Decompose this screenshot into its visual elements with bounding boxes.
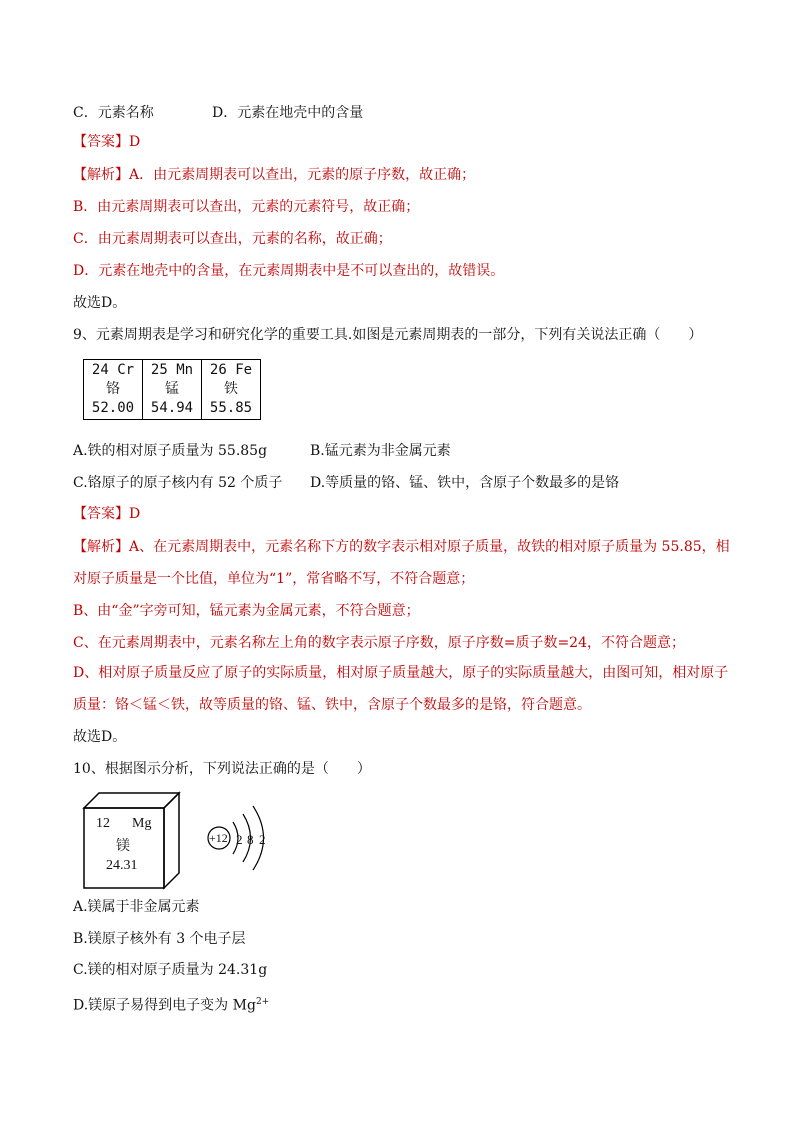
analysis-text: A．由元素周期表可以查出，元素的原子序数，故正确； xyxy=(129,167,476,183)
cell-name: 铁 xyxy=(224,381,238,397)
nucleus-charge: +12 xyxy=(209,831,228,845)
shell-2-electrons: 8 xyxy=(247,832,254,847)
q10-option-c: C.镁的相对原子质量为 24.31g xyxy=(73,962,268,978)
q8-analysis-d: D．元素在地壳中的含量，在元素周期表中是不可以查出的，故错误。 xyxy=(73,263,505,279)
q9-option-c: C.铬原子的原子核内有 52 个质子 xyxy=(73,475,283,491)
cell-number-symbol: 26 Fe xyxy=(209,362,253,378)
element-cell-mn xyxy=(143,360,202,419)
q8-answer xyxy=(73,133,140,151)
q9-analysis-a1 xyxy=(73,538,730,556)
q8-analysis-b: B．由元素周期表可以查出，元素的元素符号，故正确； xyxy=(73,199,420,215)
element-number: 12 xyxy=(96,816,110,831)
q8-analysis-a xyxy=(73,166,475,184)
atom-structure-diagram xyxy=(206,800,281,884)
q10-option-b: B.镁原子核外有 3 个电子层 xyxy=(73,931,246,947)
periodic-table-strip xyxy=(83,359,261,420)
analysis-tag: 【解析】 xyxy=(73,167,129,183)
cell-number-symbol: 24 Cr xyxy=(91,362,135,378)
q9-analysis-b: B、由“金”字旁可知，锰元素为金属元素，不符合题意； xyxy=(73,603,420,619)
q9-analysis-d1: D、相对原子质量反应了原子的实际质量，相对原子质量越大，原子的实际质量越大，由图可知，相对原子 xyxy=(73,665,729,681)
option-d-charge: 2+ xyxy=(255,997,270,1007)
option-d-text: D.镁原子易得到电子变为 Mg xyxy=(73,997,256,1014)
q8-analysis-c: C．由元素周期表可以查出，元素的名称，故正确； xyxy=(73,231,392,247)
q9-analysis-d2: 质量：铬＜锰＜铁，故等质量的铬、锰、铁中，含原子个数最多的是铬，符合题意。 xyxy=(73,697,591,713)
shell-1-electrons: 2 xyxy=(236,832,243,847)
q8-conclusion: 故选D。 xyxy=(73,295,127,311)
q9-analysis-a2: 对原子质量是一个比值，单位为“1”，常省略不写，不符合题意； xyxy=(73,571,475,587)
q9-option-a: A.铁的相对原子质量为 55.85g xyxy=(73,443,268,459)
q8-option-d: D．元素在地壳中的含量 xyxy=(212,105,364,121)
cell-mass: 54.94 xyxy=(150,400,194,416)
answer-value: D xyxy=(129,506,141,522)
q9-answer xyxy=(73,505,140,523)
q9-stem: 9、元素周期表是学习和研究化学的重要工具.如图是元素周期表的一部分，下列有关说法正确（ ） xyxy=(73,327,703,343)
q10-option-a: A.镁属于非金属元素 xyxy=(73,899,200,915)
magnesium-element-cube xyxy=(82,790,182,894)
q9-option-b: B.锰元素为非金属元素 xyxy=(310,443,451,459)
cell-name: 锰 xyxy=(165,381,179,397)
cube-outline xyxy=(82,790,182,890)
q9-option-d: D.等质量的铬、锰、铁中，含原子个数最多的是铬 xyxy=(310,475,620,491)
analysis-tag: 【解析】 xyxy=(73,539,129,555)
element-symbol: Mg xyxy=(132,816,152,831)
q9-analysis-c: C、在元素周期表中，元素名称左上角的数字表示原子序数，原子序数=质子数=24，不符合题意； xyxy=(73,635,685,651)
q8-option-c: C．元素名称 xyxy=(73,105,154,121)
cell-name: 铬 xyxy=(106,381,120,397)
element-cell-cr xyxy=(84,360,143,419)
answer-tag: 【答案】 xyxy=(73,134,129,150)
cell-mass: 55.85 xyxy=(209,400,253,416)
element-name: 镁 xyxy=(116,839,130,854)
q10-option-d xyxy=(73,993,269,1015)
q9-conclusion: 故选D。 xyxy=(73,729,127,745)
answer-value: D xyxy=(129,134,141,150)
answer-tag: 【答案】 xyxy=(73,506,129,522)
element-mass: 24.31 xyxy=(106,858,138,873)
analysis-text: A、在元素周期表中，元素名称下方的数字表示相对原子质量，故铁的相对原子质量为 55.85，相 xyxy=(129,539,730,555)
shell-3-electrons: 2 xyxy=(259,832,266,847)
q10-stem: 10、根据图示分析，下列说法正确的是（ ） xyxy=(73,761,371,777)
element-cell-fe xyxy=(202,360,260,419)
cell-mass: 52.00 xyxy=(91,400,135,416)
cell-number-symbol: 25 Mn xyxy=(150,362,194,378)
